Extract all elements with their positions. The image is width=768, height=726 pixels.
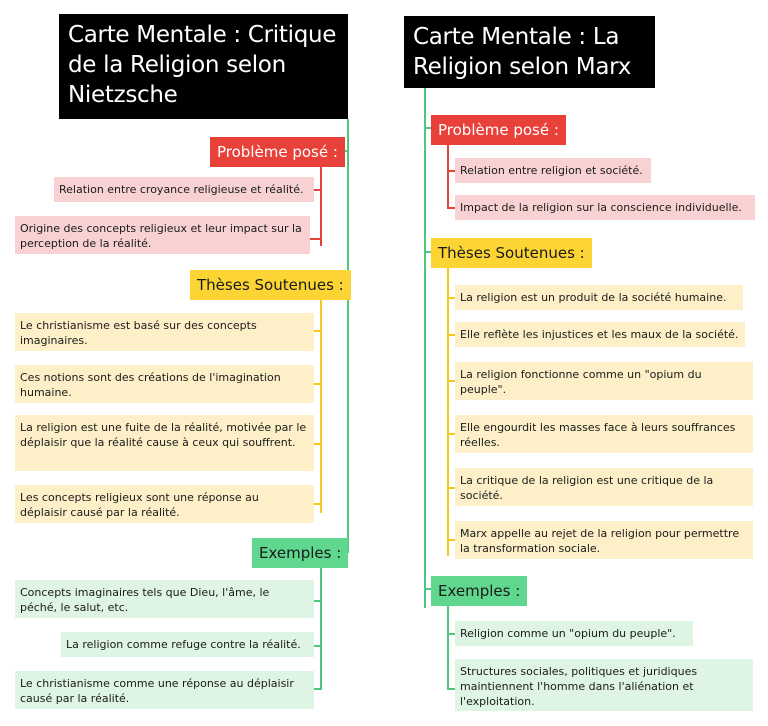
right-theses-heading: Thèses Soutenues : [431, 238, 592, 268]
right-theses-connector [447, 266, 449, 556]
right-examples-heading: Exemples : [431, 576, 527, 606]
left-problem-tick-1 [314, 189, 322, 191]
left-theses-connector [320, 295, 322, 513]
left-examples-connector [320, 562, 322, 690]
right-spine [424, 88, 426, 608]
right-theses-item-2: Elle reflète les injustices et les maux de la société. [455, 322, 745, 347]
right-theses-item-5: La critique de la religion est une critique de la société. [455, 468, 753, 506]
right-problem-item-1: Relation entre religion et société. [455, 158, 651, 183]
right-theses-tick-6 [447, 539, 455, 541]
left-theses-item-4: Les concepts religieux sont une réponse au déplaisir causé par la réalité. [15, 485, 314, 523]
left-spine [347, 119, 349, 553]
right-examples-item-2: Structures sociales, politiques et juridiques maintiennent l'homme dans l'aliénation et l'exploitation. [455, 659, 753, 711]
left-theses-item-2: Ces notions sont des créations de l'imagination humaine. [15, 365, 314, 403]
right-examples-tick-1 [447, 633, 455, 635]
left-problem-connector [320, 160, 322, 246]
left-examples-heading: Exemples : [252, 538, 348, 568]
right-theses-tick-4 [447, 433, 455, 435]
right-problem-item-2: Impact de la religion sur la conscience individuelle. [455, 195, 755, 220]
right-theses-item-1: La religion est un produit de la société humaine. [455, 285, 743, 310]
left-examples-tick-2 [314, 645, 322, 647]
left-problem-item-1: Relation entre croyance religieuse et réalité. [54, 177, 314, 202]
left-theses-item-3: La religion est une fuite de la réalité, motivée par le déplaisir que la réalité cause à ceux qui souffrent. [15, 415, 314, 471]
left-theses-tick-4 [314, 503, 322, 505]
right-theses-item-3: La religion fonctionne comme un "opium du peuple". [455, 362, 753, 400]
right-problem-connector [447, 139, 449, 209]
left-theses-item-1: Le christianisme est basé sur des concepts imaginaires. [15, 313, 314, 351]
left-examples-tick-3 [314, 688, 322, 690]
right-examples-tick-2 [447, 688, 455, 690]
right-problem-tick-1 [447, 170, 455, 172]
left-problem-item-2: Origine des concepts religieux et leur impact sur la perception de la réalité. [15, 216, 310, 254]
left-theses-tick-1 [314, 330, 322, 332]
left-theses-heading: Thèses Soutenues : [190, 270, 351, 300]
right-title: Carte Mentale : La Religion selon Marx [404, 16, 655, 88]
right-problem-heading: Problème posé : [431, 115, 566, 145]
left-title: Carte Mentale : Critique de la Religion selon Nietzsche [59, 14, 348, 119]
right-theses-item-6: Marx appelle au rejet de la religion pour permettre la transformation sociale. [455, 521, 753, 559]
left-examples-item-1: Concepts imaginaires tels que Dieu, l'âme, le péché, le salut, etc. [15, 580, 314, 618]
right-theses-tick-5 [447, 487, 455, 489]
left-examples-item-3: Le christianisme comme une réponse au déplaisir causé par la réalité. [15, 671, 314, 709]
right-theses-item-4: Elle engourdit les masses face à leurs souffrances réelles. [455, 415, 753, 453]
left-examples-item-2: La religion comme refuge contre la réalité. [61, 632, 314, 657]
right-examples-connector [447, 604, 449, 690]
right-theses-tick-2 [447, 334, 455, 336]
right-theses-tick-3 [447, 380, 455, 382]
right-problem-tick-2 [447, 207, 455, 209]
right-examples-item-1: Religion comme un "opium du peuple". [455, 621, 693, 646]
left-theses-tick-2 [314, 383, 322, 385]
left-examples-tick-1 [314, 600, 322, 602]
left-theses-tick-3 [314, 443, 322, 445]
left-problem-tick-2 [310, 238, 322, 240]
left-problem-heading: Problème posé : [210, 137, 345, 167]
right-theses-tick-1 [447, 297, 455, 299]
